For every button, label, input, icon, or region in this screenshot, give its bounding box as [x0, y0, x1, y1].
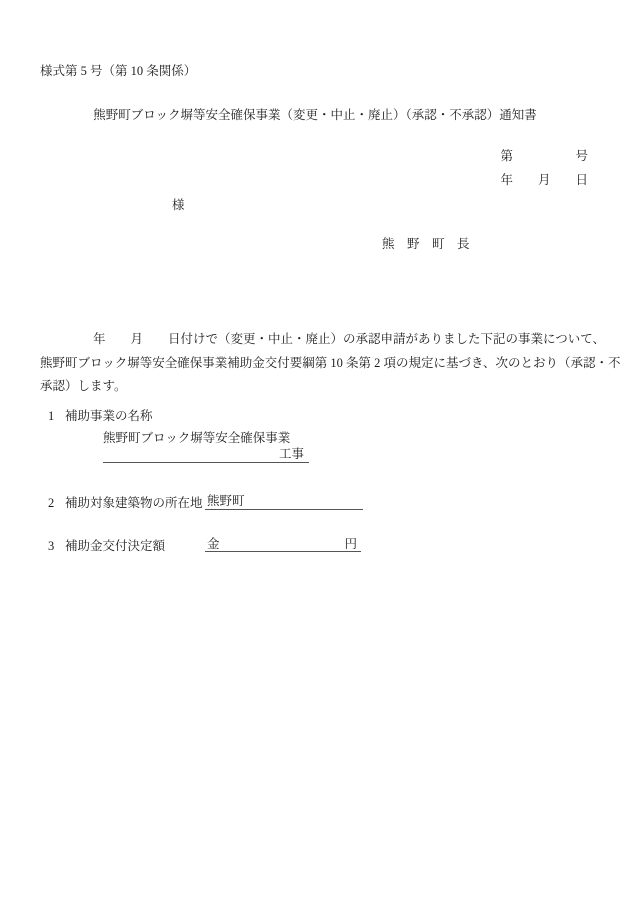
item-2-number: 2 [48, 496, 55, 510]
item-3-label: 補助金交付決定額 [65, 539, 166, 553]
item-3-number: 3 [48, 539, 55, 553]
item-3-heading [48, 539, 165, 554]
body-line-1: 年 月 日付けで（変更・中止・廃止）の承認申請がありました下記の事業について、 [93, 332, 606, 346]
item-1-project-name: 熊野町ブロック塀等安全確保事業 [103, 431, 291, 445]
issue-date-line: 年 月 日 [500, 173, 588, 187]
item-2-heading [48, 496, 203, 511]
item-2-blank-value: 熊野町 [207, 494, 245, 508]
item-1-blank-suffix: 工事 [278, 447, 304, 461]
item-3-blank-prefix: 金 [207, 537, 220, 551]
addressee-suffix: 様 [172, 198, 185, 212]
item-2-blank-field [205, 494, 363, 510]
item-1-heading [48, 409, 153, 424]
item-3-blank-suffix: 円 [344, 537, 357, 551]
item-1-blank-field [103, 447, 309, 463]
body-paragraph [40, 328, 621, 399]
item-2-label: 補助対象建築物の所在地 [65, 496, 203, 510]
body-line-3: 承認）します。 [40, 379, 127, 393]
item-3-blank-field [205, 537, 361, 552]
document-title: 熊野町ブロック塀等安全確保事業（変更・中止・廃止）（承認・不承認）通知書 [93, 108, 537, 122]
sender-title: 熊 野 町 長 [382, 237, 470, 251]
item-1-number: 1 [48, 409, 55, 423]
item-1-label: 補助事業の名称 [65, 409, 153, 423]
body-line-2: 熊野町ブロック塀等安全確保事業補助金交付要綱第 10 条第 2 項の規定に基づき、次のとおり（承認・不 [40, 355, 621, 370]
document-number-line: 第 号 [500, 149, 588, 163]
form-number: 様式第 5 号（第 10 条関係） [40, 64, 197, 78]
